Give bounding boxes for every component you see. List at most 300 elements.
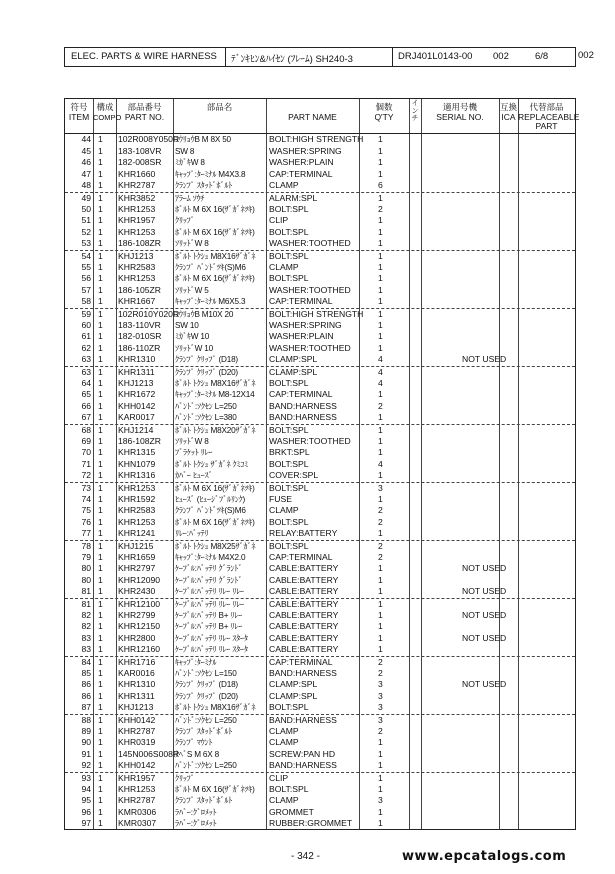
cell-part-no: KHR1253 (118, 273, 156, 284)
table-row (65, 262, 575, 274)
cell-qty: 1 (378, 425, 383, 435)
cell-name-jp: ﾊﾞﾝﾄﾞ:ｿｸｾﾝ L=380 (175, 413, 237, 423)
cell-qty: 1 (378, 806, 383, 817)
cell-part-name: CAP:TERMINAL (269, 296, 333, 307)
cell-name-jp: ｱﾗｰﾑ ｿｳﾁ (175, 194, 205, 203)
cell-part-name: CABLE:BATTERY (269, 563, 339, 574)
cell-name-jp: ｹｰﾌﾞﾙ:ﾊﾞｯﾃﾘ ﾘﾚｰ ﾘﾚｰ (175, 600, 244, 609)
cell-part-no: KHR1253 (118, 783, 156, 794)
cell-part-name: CAP:TERMINAL (269, 168, 333, 179)
cell-part-no: KHR12100 (118, 599, 161, 609)
cell-comp: 1 (98, 657, 103, 667)
cell-name-jp: ｷｬｯﾌﾟ:ﾀｰﾐﾅﾙ M8-12X14 (175, 390, 255, 400)
revision: 002 (493, 51, 509, 62)
cell-part-name: BOLT:SPL (269, 541, 309, 551)
cell-item: 91 (81, 748, 91, 759)
cell-qty: 1 (378, 331, 383, 342)
cell-part-name: WASHER:SPRING (269, 319, 342, 330)
table-row (65, 528, 575, 540)
cell-item: 85 (81, 667, 91, 678)
cell-item: 45 (81, 145, 91, 156)
table-row (65, 505, 575, 517)
cell-part-name: WASHER:PLAIN (269, 157, 334, 168)
cell-item: 80 (81, 563, 91, 574)
cell-comp: 1 (98, 168, 103, 179)
table-row (65, 610, 575, 622)
cell-name-jp: ﾗﾊﾞｰ:ｸﾞﾛﾒｯﾄ (175, 807, 217, 817)
cell-comp: 1 (98, 435, 103, 446)
cell-name-jp: ﾎﾞﾙﾄ M 6X 16(ｻﾞｶﾞﾈﾂｷ) (175, 274, 255, 284)
cell-item: 77 (81, 528, 91, 539)
cell-name-jp: ﾊﾞﾝﾄﾞ:ｿｸｾﾝ L=250 (175, 761, 237, 771)
cell-part-name: CABLE:BATTERY (269, 621, 339, 632)
cell-qty: 1 (378, 493, 383, 504)
header-part-no (116, 103, 173, 122)
cell-qty: 1 (378, 447, 383, 458)
cell-part-no: KHR2583 (118, 261, 156, 272)
cell-name-jp: ﾐｶﾞｷW 10 (175, 332, 210, 342)
cell-qty: 3 (378, 795, 383, 806)
cell-part-name: CLAMP:SPL (269, 679, 318, 690)
cell-qty: 2 (378, 667, 383, 678)
cell-comp: 1 (98, 760, 103, 771)
cell-qty: 4 (378, 354, 383, 365)
cell-name-jp: ｿﾘｯﾄﾞW 8 (175, 239, 209, 249)
cell-item: 74 (81, 493, 91, 504)
cell-qty: 2 (378, 203, 383, 214)
cell-comp: 1 (98, 541, 103, 551)
cell-name-jp: ｸﾗﾝﾌﾟ ｸﾘｯﾌﾟ (D18) (175, 680, 238, 690)
cell-comp: 1 (98, 737, 103, 748)
cell-name-jp: ｶﾊﾞｰ ﾋｭｰｽﾞ (175, 471, 213, 481)
cell-item: 51 (81, 215, 91, 226)
table-row (65, 285, 575, 297)
cell-item: 86 (81, 679, 91, 690)
cell-part-name: BRKT:SPL (269, 447, 310, 458)
cell-qty: 2 (378, 516, 383, 527)
cell-name-jp: ｸﾘｯﾌﾟ (175, 216, 195, 226)
table-row (65, 273, 575, 285)
cell-comp: 1 (98, 667, 103, 678)
header-qty (359, 103, 409, 122)
cell-part-no: 102R008Y050R (118, 134, 180, 144)
page-of: 6/8 (535, 51, 549, 62)
cell-part-no: 102R010Y020R (118, 309, 180, 319)
cell-part-no: 186-108ZR (118, 435, 161, 446)
cell-part-name: CABLE:BATTERY (269, 599, 339, 609)
cell-name-jp: ｹｰﾌﾞﾙ:ﾊﾞｯﾃﾘ ｸﾞﾗﾝﾄﾞ (175, 564, 243, 574)
cell-comp: 1 (98, 516, 103, 527)
table-row (65, 644, 575, 656)
cell-item: 86 (81, 690, 91, 701)
cell-part-name: CLAMP (269, 737, 299, 748)
cell-part-no: 182-008SR (118, 157, 162, 168)
cell-item: 47 (81, 168, 91, 179)
header-divider (225, 48, 226, 66)
cell-name-jp: ｸﾘｯﾌﾟ (175, 774, 195, 783)
cell-part-no: KHR12150 (118, 621, 161, 632)
cell-item: 48 (81, 180, 91, 191)
table-row (65, 586, 575, 598)
cell-comp: 1 (98, 599, 103, 609)
cell-name-jp: ﾎﾞﾙﾄ M 6X 16(ｻﾞｶﾞﾈﾂｷ) (175, 517, 255, 527)
table-row (65, 517, 575, 529)
cell-comp: 1 (98, 367, 103, 377)
cell-comp: 1 (98, 806, 103, 817)
cell-name-jp: ｸﾗﾝﾌﾟ ｽﾀｯﾄﾞﾎﾞﾙﾄ (175, 726, 233, 736)
cell-comp: 1 (98, 528, 103, 539)
cell-qty: 1 (378, 599, 383, 609)
cell-item: 87 (81, 702, 91, 713)
cell-part-name: WASHER:TOOTHED (269, 435, 351, 446)
cell-part-name: SCREW:PAN HD (269, 748, 336, 759)
cell-part-no: KHH0142 (118, 760, 156, 771)
cell-item: 84 (81, 657, 91, 667)
header-qty-en: Q'TY (374, 111, 394, 122)
cell-part-name: RUBBER:GROMMET (269, 818, 353, 829)
cell-item: 58 (81, 296, 91, 307)
header-ica-jp: 互換 (499, 102, 517, 112)
cell-item: 60 (81, 319, 91, 330)
cell-item: 89 (81, 725, 91, 736)
cell-qty: 3 (378, 702, 383, 713)
cell-item: 63 (81, 354, 91, 365)
cell-part-no: KHR1716 (118, 657, 156, 667)
cell-part-no: KHR2787 (118, 795, 156, 806)
table-row (65, 691, 575, 703)
cell-item: 73 (81, 483, 91, 493)
cell-part-name: CABLE:BATTERY (269, 609, 339, 620)
cell-qty: 4 (378, 458, 383, 469)
cell-qty: 2 (378, 505, 383, 516)
cell-item: 69 (81, 435, 91, 446)
cell-comp: 1 (98, 609, 103, 620)
cell-qty: 1 (378, 273, 383, 284)
cell-part-no: KHR1659 (118, 551, 156, 562)
header-divider (392, 48, 393, 66)
cell-part-no: KHJ1214 (118, 425, 154, 435)
cell-name-jp: ﾋｭｰｽﾞ (ﾋｭｰｼﾞﾌﾞﾙﾘﾝｸ) (175, 494, 246, 504)
cell-item: 93 (81, 773, 91, 783)
table-row (65, 215, 575, 227)
table-row (65, 204, 575, 216)
table-row (65, 749, 575, 761)
cell-name-jp: ﾐｶﾞｷW 8 (175, 158, 205, 168)
cell-part-name: BAND:HARNESS (269, 412, 337, 423)
cell-comp: 1 (98, 309, 103, 319)
cell-part-name: WASHER:TOOTHED (269, 342, 351, 353)
cell-qty: 1 (378, 261, 383, 272)
cell-name-jp: ｸﾗﾝﾌﾟ ﾊﾞﾝﾄﾞﾂｷ(S)M6 (175, 262, 246, 272)
cell-item: 71 (81, 458, 91, 469)
cell-qty: 1 (378, 319, 383, 330)
cell-item: 70 (81, 447, 91, 458)
cell-item: 80 (81, 574, 91, 585)
table-row (65, 633, 575, 645)
cell-part-name: COVER:SPL (269, 470, 319, 481)
cell-name-jp: ﾗﾊﾞｰ:ｸﾞﾛﾒｯﾄ (175, 819, 217, 829)
cell-part-name: BOLT:SPL (269, 702, 309, 713)
cell-part-name: BOLT:SPL (269, 226, 309, 237)
cell-comp: 1 (98, 296, 103, 307)
cell-qty: 1 (378, 251, 383, 261)
header-serial (421, 103, 499, 122)
cell-name-jp: ｸﾗﾝﾌﾟ ｸﾘｯﾌﾟ (D20) (175, 368, 238, 377)
cell-name-jp: SW 10 (175, 320, 199, 330)
cell-part-no: KHJ1213 (118, 377, 154, 388)
cell-comp: 1 (98, 632, 103, 643)
cell-comp: 1 (98, 493, 103, 504)
cell-part-name: BAND:HARNESS (269, 715, 337, 725)
cell-comp: 1 (98, 551, 103, 562)
header-part-en: PART NO. (124, 111, 165, 122)
cell-item: 62 (81, 342, 91, 353)
cell-part-name: WASHER:TOOTHED (269, 238, 351, 249)
cell-comp: 1 (98, 748, 103, 759)
cell-part-no: KHR2583 (118, 505, 156, 516)
cell-name-jp: ｸﾗﾝﾌﾟ ﾏｳﾝﾄ (175, 738, 213, 748)
cell-part-name: CAP:TERMINAL (269, 389, 333, 400)
header-name-jp (173, 103, 266, 113)
cell-serial: NOT USED (462, 632, 507, 643)
cell-name-jp: ﾊﾞﾝﾄﾞ:ｿｸｾﾝ L=250 (175, 716, 237, 725)
cell-qty: 1 (378, 470, 383, 481)
cell-part-name: CAP:TERMINAL (269, 551, 333, 562)
cell-name-jp: ｸﾗﾝﾌﾟ ｸﾘｯﾌﾟ (D20) (175, 691, 238, 701)
cell-qty: 1 (378, 621, 383, 632)
cell-item: 83 (81, 632, 91, 643)
table-row (65, 412, 575, 424)
cell-name-jp: ﾊﾞﾝﾄﾞ:ｿｸｾﾝ L=250 (175, 401, 237, 411)
cell-part-no: KHR1310 (118, 354, 156, 365)
cell-comp: 1 (98, 458, 103, 469)
table-row (65, 459, 575, 471)
cell-part-no: 183-110VR (118, 319, 161, 330)
cell-part-name: BOLT:SPL (269, 425, 309, 435)
cell-item: 54 (81, 251, 91, 261)
cell-name-jp: ﾎﾞﾙﾄ ﾄｸｼｭ M8X16ｻﾞｶﾞﾈ (175, 703, 256, 713)
table-row (65, 354, 575, 366)
table-row (65, 784, 575, 796)
cell-comp: 1 (98, 400, 103, 411)
cell-comp: 1 (98, 412, 103, 423)
cell-part-name: FUSE (269, 493, 292, 504)
header-replaceable (518, 102, 580, 132)
cell-part-name: CLAMP:SPL (269, 367, 318, 377)
cell-comp: 1 (98, 574, 103, 585)
cell-qty: 1 (378, 226, 383, 237)
cell-qty: 1 (378, 748, 383, 759)
cell-serial: NOT USED (462, 563, 507, 574)
cell-name-jp: ｹｰﾌﾞﾙ:ﾊﾞｯﾃﾘ ﾘﾚｰ ﾘﾚｰ (175, 587, 244, 597)
cell-part-no: KHR2800 (118, 632, 156, 643)
cell-name-jp: ｸﾗﾝﾌﾟ ｸﾘｯﾌﾟ (D18) (175, 355, 238, 365)
cell-part-no: KHR1592 (118, 493, 156, 504)
cell-qty: 1 (378, 435, 383, 446)
cell-part-no: KHR3852 (118, 193, 156, 203)
cell-qty: 2 (378, 400, 383, 411)
table-row (65, 238, 575, 250)
table-row (65, 331, 575, 343)
cell-item: 90 (81, 737, 91, 748)
cell-qty: 1 (378, 586, 383, 597)
cell-part-name: CLAMP (269, 261, 299, 272)
table-row (65, 795, 575, 807)
cell-qty: 1 (378, 284, 383, 295)
cell-qty: 2 (378, 541, 383, 551)
cell-qty: 1 (378, 818, 383, 829)
cell-part-name: CABLE:BATTERY (269, 632, 339, 643)
cell-comp: 1 (98, 180, 103, 191)
header-inch (409, 100, 421, 123)
cell-comp: 1 (98, 679, 103, 690)
cell-comp: 1 (98, 203, 103, 214)
cell-name-jp: ｷｬｯﾌﾟ:ﾀｰﾐﾅﾙ M6X5.3 (175, 297, 246, 307)
cell-name-jp: ｸﾗﾝﾌﾟ ｽﾀｯﾄﾞﾎﾞﾙﾄ (175, 796, 233, 806)
table-row (65, 760, 575, 772)
cell-qty: 1 (378, 309, 383, 319)
cell-serial: NOT USED (462, 609, 507, 620)
cell-part-no: KHR2430 (118, 586, 156, 597)
cell-part-name: BAND:HARNESS (269, 667, 337, 678)
cell-qty: 1 (378, 632, 383, 643)
table-row (65, 470, 575, 482)
cell-qty: 1 (378, 760, 383, 771)
cell-qty: 1 (378, 342, 383, 353)
cell-part-no: KHR2799 (118, 609, 156, 620)
cell-part-name: RELAY:BATTERY (269, 528, 338, 539)
cell-part-no: KHR0319 (118, 737, 156, 748)
cell-item: 82 (81, 609, 91, 620)
cell-item: 78 (81, 541, 91, 551)
cell-part-no: KHR2797 (118, 563, 156, 574)
table-row (65, 343, 575, 355)
table-row (65, 436, 575, 448)
cell-qty: 1 (378, 157, 383, 168)
cell-item: 79 (81, 551, 91, 562)
cell-part-no: 183-108VR (118, 145, 162, 156)
document-header (64, 47, 576, 67)
cell-name-jp: ｹｰﾌﾞﾙ:ﾊﾞｯﾃﾘ B+ ﾘﾚｰ (175, 622, 243, 632)
cell-part-no: KHR12160 (118, 644, 161, 655)
cell-part-name: WASHER:PLAIN (269, 331, 334, 342)
cell-part-no: KHR1310 (118, 679, 156, 690)
cell-qty: 1 (378, 215, 383, 226)
cell-part-name: CLAMP (269, 725, 299, 736)
cell-item: 72 (81, 470, 91, 481)
header-item-jp: 符号 (70, 102, 88, 112)
cell-part-no: KHJ1213 (118, 251, 154, 261)
cell-comp: 1 (98, 702, 103, 713)
cell-item: 57 (81, 284, 91, 295)
cell-qty: 1 (378, 773, 383, 783)
table-row (65, 146, 575, 158)
cell-comp: 1 (98, 157, 103, 168)
cell-part-no: KHR1957 (118, 215, 156, 226)
cell-name-jp: ﾅﾍﾞS M 6X 8 (175, 749, 219, 759)
cell-comp: 1 (98, 586, 103, 597)
cell-part-name: CLIP (269, 773, 289, 783)
cell-item: 76 (81, 516, 91, 527)
cell-comp: 1 (98, 319, 103, 330)
header-name-jp-text: 部品名 (206, 102, 233, 112)
cell-part-no: KHH0142 (118, 400, 156, 411)
table-row (65, 378, 575, 390)
cell-qty: 3 (378, 715, 383, 725)
cell-part-no: KHR1253 (118, 226, 156, 237)
cell-qty: 1 (378, 168, 383, 179)
cell-part-no: 182-010SR (118, 331, 162, 342)
cell-comp: 1 (98, 273, 103, 284)
cell-part-no: KHR1311 (118, 690, 155, 701)
cell-part-no: KHR1672 (118, 389, 156, 400)
cell-item: 67 (81, 412, 91, 423)
table-row (65, 575, 575, 587)
cell-part-no: KHR1316 (118, 470, 156, 481)
cell-item: 68 (81, 425, 91, 435)
cell-item: 59 (81, 309, 91, 319)
cell-part-no: KHR1241 (118, 528, 156, 539)
cell-name-jp: ｸﾗﾝﾌﾟ ﾊﾞﾝﾄﾞﾂｷ(S)M6 (175, 506, 246, 516)
cell-part-name: BOLT:SPL (269, 516, 309, 527)
cell-qty: 1 (378, 296, 383, 307)
cell-item: 94 (81, 783, 91, 794)
cell-item: 95 (81, 795, 91, 806)
cell-item: 96 (81, 806, 91, 817)
cell-item: 49 (81, 193, 91, 203)
cell-name-jp: ｿﾘｯﾄﾞW 8 (175, 436, 209, 446)
cell-item: 81 (81, 599, 91, 609)
cell-item: 53 (81, 238, 91, 249)
cell-qty: 2 (378, 551, 383, 562)
cell-name-jp: ｸﾗﾝﾌﾟ ｽﾀｯﾄﾞﾎﾞﾙﾄ (175, 181, 233, 191)
cell-part-name: BOLT:SPL (269, 483, 309, 493)
header-item-en: ITEM (68, 111, 90, 122)
cell-part-name: CAP:TERMINAL (269, 657, 333, 667)
cell-comp: 1 (98, 725, 103, 736)
cell-part-name: BAND:HARNESS (269, 400, 337, 411)
table-row (65, 134, 575, 146)
cell-part-name: BOLT:HIGH STRENGTH (269, 309, 364, 319)
cell-qty: 4 (378, 367, 383, 377)
cell-part-no: KAR0017 (118, 412, 155, 423)
cell-comp: 1 (98, 505, 103, 516)
cell-part-no: KHH0142 (118, 715, 156, 725)
cell-name-jp: ｺｳﾘｮｳB M 8X 50 (175, 135, 231, 144)
cell-part-no: KAR0016 (118, 667, 155, 678)
cell-part-no: KHR1315 (118, 447, 156, 458)
cell-comp: 1 (98, 690, 103, 701)
title-japanese: ﾃﾞﾝｷﾋﾝ&ﾊｲｾﾝ (ﾌﾚｰﾑ) SH240-3 (231, 54, 353, 65)
cell-part-no: KHR2787 (118, 180, 156, 191)
table-row (65, 552, 575, 564)
cell-name-jp: ｿﾘｯﾄﾞW 10 (175, 343, 213, 353)
cell-qty: 1 (378, 574, 383, 585)
table-row (65, 679, 575, 691)
cell-part-name: BOLT:SPL (269, 458, 309, 469)
table-row (65, 668, 575, 680)
cell-comp: 1 (98, 238, 103, 249)
table-row (65, 227, 575, 239)
cell-name-jp: ﾎﾞﾙﾄ ﾄｸｼｭ M8X16ｻﾞｶﾞﾈ (175, 378, 256, 388)
cell-qty: 1 (378, 134, 383, 144)
header-ica (499, 103, 518, 122)
cell-comp: 1 (98, 226, 103, 237)
cell-qty: 3 (378, 679, 383, 690)
cell-qty: 1 (378, 238, 383, 249)
table-row (65, 169, 575, 181)
cell-item: 66 (81, 400, 91, 411)
